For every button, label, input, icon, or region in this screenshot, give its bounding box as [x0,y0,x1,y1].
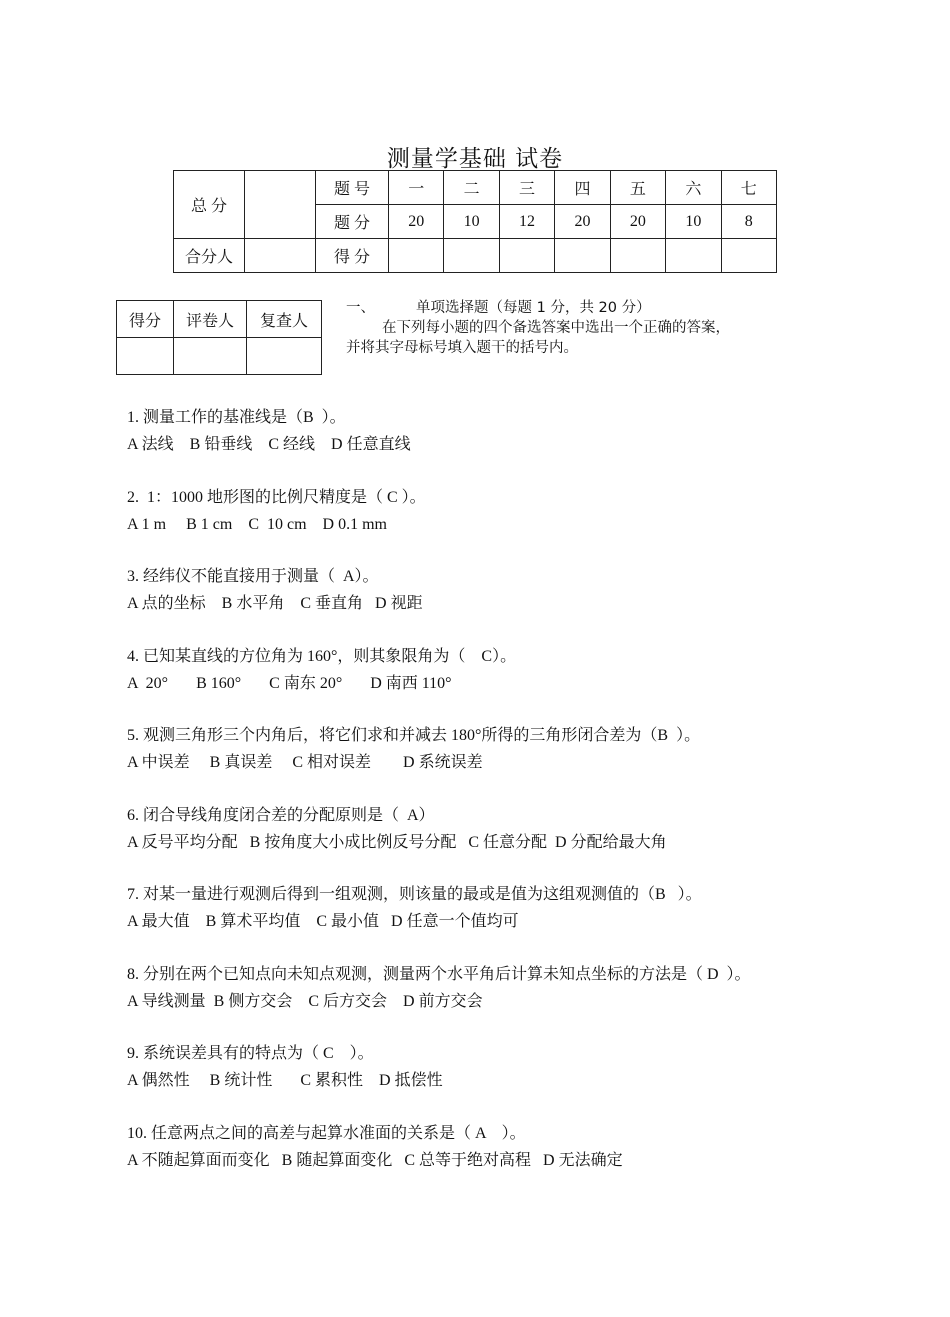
total-score-cell [245,171,316,239]
grader-header-reviewer: 复查人 [247,301,322,338]
question-options: A 最大值 B 算术平均值 C 最小值 D 任意一个值均可 [127,913,519,930]
question-list [127,404,907,1199]
question-item [127,961,907,1041]
grader-cell [117,338,174,375]
combiner-cell [245,239,316,273]
obtained-score-cell [499,239,554,273]
question-options: A 导线测量 B 侧方交会 C 后方交会 D 前方交会 [127,992,483,1010]
question-stem: 3. 经纬仪不能直接用于测量（ A）。 [127,568,379,585]
question-score-cell: 10 [444,205,499,239]
question-score-cell: 10 [666,205,721,239]
question-options: A 不随起算面而变化 B 随起算面变化 C 总等于绝对高程 D 无法确定 [127,1151,623,1169]
question-no-label: 题 号 [316,171,389,205]
question-score-cell: 20 [389,205,444,239]
column-header: 二 [444,171,499,205]
question-item [127,643,907,723]
section-instruction: 并将其字母标号填入题干的括号内。 [346,340,578,356]
question-options: A 法线 B 铅垂线 C 经线 D 任意直线 [127,436,411,453]
question-stem: 1. 测量工作的基准线是（B ）。 [127,409,346,426]
grader-cell [247,338,322,375]
exam-title: 测量学基础 试卷 [386,146,564,172]
section-title: 单项选择题（每题 1 分，共 20 分） [416,300,651,316]
grader-header-score: 得分 [117,301,174,338]
column-header: 四 [555,171,610,205]
question-score-label: 题 分 [316,205,389,239]
obtained-score-cell [389,239,444,273]
question-stem: 2. 1：1000 地形图的比例尺精度是（ C ）。 [127,488,426,506]
question-score-cell: 8 [721,205,776,239]
question-item [127,1040,907,1120]
question-stem: 6. 闭合导线角度闭合差的分配原则是（ A） [127,806,435,824]
grader-header-grader: 评卷人 [174,301,247,338]
section-header [346,298,826,358]
question-options: A 反号平均分配 B 按角度大小成比例反号分配 C 任意分配 D 分配给最大角 [127,833,667,851]
grader-cell [174,338,247,375]
obtained-score-cell [555,239,610,273]
question-item [127,563,907,643]
score-summary-table [173,170,777,273]
obtained-score-cell [444,239,499,273]
question-item [127,1120,907,1200]
question-score-cell: 12 [499,205,554,239]
obtained-score-cell [666,239,721,273]
question-options: A 中误差 B 真误差 C 相对误差 D 系统误差 [127,754,483,771]
grader-table [116,300,322,375]
obtained-score-cell [721,239,776,273]
question-stem: 4. 已知某直线的方位角为 160°，则其象限角为（ C）。 [127,647,517,665]
column-header: 七 [721,171,776,205]
question-stem: 10. 任意两点之间的高差与起算水准面的关系是（ A ）。 [127,1124,526,1142]
question-stem: 9. 系统误差具有的特点为（ C ）。 [127,1045,374,1062]
question-score-cell: 20 [555,205,610,239]
column-header: 三 [499,171,554,205]
question-item [127,404,907,484]
question-options: A 1 m B 1 cm C 10 cm D 0.1 mm [127,515,387,533]
section-number: 一、 [346,300,375,316]
question-stem: 8. 分别在两个已知点向未知点观测，测量两个水平角后计算未知点坐标的方法是（ D ）。 [127,965,751,983]
question-options: A 偶然性 B 统计性 C 累积性 D 抵偿性 [127,1072,443,1089]
question-stem: 5. 观测三角形三个内角后，将它们求和并减去 180°所得的三角形闭合差为（B ）。 [127,727,701,744]
question-item [127,722,907,802]
question-options: A 20° B 160° C 南东 20° D 南西 110° [127,674,452,692]
column-header: 六 [666,171,721,205]
obtained-score-cell [610,239,665,273]
column-header: 五 [610,171,665,205]
question-stem: 7. 对某一量进行观测后得到一组观测，则该量的最或是值为这组观测值的（B ）。 [127,886,702,903]
question-score-cell: 20 [610,205,665,239]
obtained-score-label: 得 分 [316,239,389,273]
total-score-label: 总 分 [174,171,245,239]
question-item [127,802,907,882]
question-item [127,484,907,564]
question-options: A 点的坐标 B 水平角 C 垂直角 D 视距 [127,595,423,612]
question-item [127,881,907,961]
column-header: 一 [389,171,444,205]
section-instruction: 在下列每小题的四个备选答案中选出一个正确的答案， [382,320,730,336]
combiner-label: 合分人 [174,239,245,273]
